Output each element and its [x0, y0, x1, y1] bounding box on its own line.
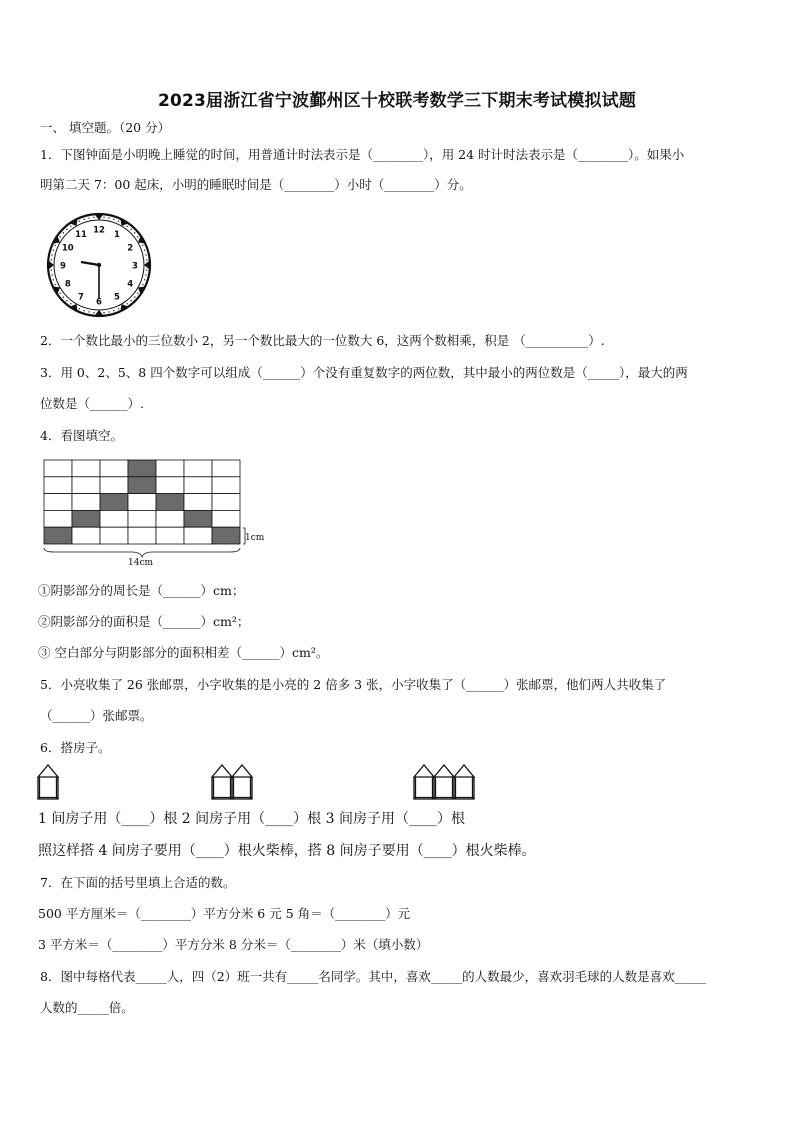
- house-1-figure: [36, 763, 60, 801]
- clock-minute-dot: [146, 259, 147, 260]
- grid-cell: [212, 460, 240, 477]
- question-5-line-1: 5．小亮收集了 26 张邮票，小字收集的是小亮的 2 倍多 3 张，小字收集了（______）张邮票，他们两人共收集了: [40, 677, 667, 692]
- clock-minute-dot: [88, 311, 89, 312]
- clock-minute-dot: [54, 284, 55, 285]
- grid-cell: [156, 460, 184, 477]
- question-4-sub-2: ②阴影部分的面积是（______）cm²；: [38, 614, 250, 629]
- clock-minute-dot: [142, 284, 143, 285]
- grid-cell: [72, 527, 100, 544]
- question-7-line-1: 500 平方厘米＝（________）平方分米 6 元 5 角＝（________）元: [38, 906, 411, 921]
- clock-minute-dot: [103, 312, 104, 313]
- question-2: 2．一个数比最小的三位数小 2，另一个数比最大的一位数大 6，这两个数相乘，积是 （__________）.: [40, 333, 605, 348]
- clock-minute-dot: [144, 279, 145, 280]
- question-7-intro: 7．在下面的括号里填上合适的数。: [40, 875, 236, 890]
- grid-cell: [212, 477, 240, 494]
- grid-cell: [100, 460, 128, 477]
- grid-figure: [44, 460, 274, 570]
- grid-cell-shaded: [184, 510, 212, 527]
- clock-minute-dot: [54, 245, 55, 246]
- grid-cell: [184, 494, 212, 511]
- width-label: 14cm: [128, 558, 154, 568]
- clock-minute-dot: [70, 303, 71, 304]
- clock-minute-dot: [51, 269, 52, 270]
- clock-minute-dot: [63, 232, 64, 233]
- question-1-line-2: 明第二天 7：00 起床，小明的睡眠时间是（________）小时（________）分。: [40, 177, 472, 192]
- question-5-line-2: （______）张邮票。: [40, 708, 153, 723]
- section-heading: 一、 填空题。（20 分）: [40, 120, 171, 135]
- question-6-line-2: 照这样搭 4 间房子要用（____）根火柴棒，搭 8 间房子要用（____）根火柴棒。: [38, 843, 536, 859]
- question-8-line-2: 人数的_____倍。: [40, 1000, 134, 1015]
- clock-hour-marker: [94, 310, 103, 316]
- clock-number: 8: [64, 279, 71, 290]
- clock-minute-dot: [88, 217, 89, 218]
- question-1-line-1: 1．下图钟面是小明晚上睡觉的时间，用普通计时法表示是（________），用 24 时计时法表示是（________）。如果小: [40, 147, 685, 162]
- grid-cell-shaded: [156, 494, 184, 511]
- clock-number: 10: [61, 243, 74, 254]
- question-4-sub-3: ③ 空白部分与阴影部分的面积相差（______）cm²。: [38, 645, 329, 660]
- grid-cell: [212, 510, 240, 527]
- grid-cell-shaded: [100, 494, 128, 511]
- clock-minute-dot: [145, 254, 146, 255]
- grid-cell: [156, 527, 184, 544]
- clock-number: 6: [96, 297, 102, 308]
- clock-minute-dot: [83, 219, 84, 220]
- question-3-line-2: 位数是（______）.: [40, 396, 144, 411]
- question-7-line-2: 3 平方米＝（________）平方分米 8 分米＝（________）米（填小数）: [38, 937, 429, 952]
- clock-minute-dot: [130, 300, 131, 301]
- house-2-figure: [210, 763, 254, 801]
- page-title: 2023届浙江省宁波鄞州区十校联考数学三下期末考试模拟试题: [157, 91, 637, 111]
- question-4-intro: 4．看图填空。: [40, 428, 123, 443]
- clock-minute-dot: [51, 274, 52, 275]
- clock-number: 1: [114, 230, 120, 241]
- clock-minute-dot: [66, 300, 67, 301]
- grid-cell: [44, 494, 72, 511]
- grid-cell-shaded: [212, 527, 240, 544]
- grid-cell: [44, 460, 72, 477]
- clock-number: 7: [78, 292, 84, 303]
- clock-hour-marker: [48, 260, 54, 269]
- clock-minute-dot: [146, 269, 147, 270]
- grid-cell: [72, 494, 100, 511]
- house-3-figure: [412, 763, 476, 801]
- clock-minute-dot: [53, 279, 54, 280]
- clock-minute-dot: [108, 217, 109, 218]
- clock-number: 5: [114, 292, 120, 303]
- clock-hour-marker: [94, 214, 103, 220]
- grid-cell: [156, 477, 184, 494]
- clock-minute-dot: [145, 274, 146, 275]
- clock-minute-dot: [59, 236, 60, 237]
- grid-cell-shaded: [72, 510, 100, 527]
- clock-minute-dot: [144, 249, 145, 250]
- clock-minute-dot: [134, 296, 135, 297]
- grid-cell: [72, 460, 100, 477]
- grid-cell: [100, 510, 128, 527]
- grid-cell: [156, 510, 184, 527]
- clock-number: 12: [93, 225, 105, 236]
- grid-cell: [184, 527, 212, 544]
- clock-minute-dot: [127, 303, 128, 304]
- clock-minute-dot: [137, 293, 138, 294]
- clock-minute-dot: [93, 217, 94, 218]
- clock-number: 3: [132, 261, 138, 272]
- clock-number: 9: [60, 261, 66, 272]
- clock-minute-dot: [53, 249, 54, 250]
- question-6-line-1: 1 间房子用（____）根 2 间房子用（____）根 3 间房子用（____）根: [38, 811, 465, 827]
- clock-minute-dot: [130, 229, 131, 230]
- clock-figure: [46, 212, 152, 318]
- grid-cell: [184, 460, 212, 477]
- clock-minute-dot: [118, 308, 119, 309]
- clock-minute-dot: [51, 259, 52, 260]
- height-label: 1cm: [245, 533, 265, 543]
- grid-cell: [72, 477, 100, 494]
- question-8-line-1: 8．图中每格代表_____人，四（2）班一共有_____名同学。其中，喜欢_____的人数最少，喜欢羽毛球的人数是喜欢_____: [40, 969, 706, 984]
- hour-hand: [81, 262, 99, 265]
- clock-minute-dot: [70, 225, 71, 226]
- grid-cell-shaded: [128, 477, 156, 494]
- clock-minute-dot: [118, 220, 119, 221]
- clock-number: 11: [75, 230, 87, 241]
- clock-minute-dot: [108, 311, 109, 312]
- question-6-intro: 6．搭房子。: [40, 740, 111, 755]
- grid-cell: [128, 494, 156, 511]
- grid-cell: [44, 477, 72, 494]
- clock-minute-dot: [51, 254, 52, 255]
- clock-minute-dot: [113, 310, 114, 311]
- grid-cell: [128, 510, 156, 527]
- clock-minute-dot: [137, 236, 138, 237]
- clock-number: 4: [127, 279, 134, 290]
- clock-minute-dot: [127, 225, 128, 226]
- clock-minute-dot: [63, 296, 64, 297]
- grid-cell: [212, 494, 240, 511]
- clock-minute-dot: [113, 219, 114, 220]
- grid-cell: [100, 477, 128, 494]
- grid-cell-shaded: [128, 460, 156, 477]
- clock-minute-dot: [103, 217, 104, 218]
- clock-minute-dot: [59, 293, 60, 294]
- grid-cell-shaded: [44, 527, 72, 544]
- clock-minute-dot: [79, 308, 80, 309]
- clock-number: 2: [127, 243, 134, 254]
- clock-minute-dot: [83, 310, 84, 311]
- question-3-line-1: 3．用 0、2、5、8 四个数字可以组成（______）个没有重复数字的两位数，其中最小的两位数是（_____），最大的两: [40, 365, 688, 380]
- grid-cell: [100, 527, 128, 544]
- grid-cell: [184, 477, 212, 494]
- clock-minute-dot: [93, 312, 94, 313]
- grid-cell: [128, 527, 156, 544]
- clock-minute-dot: [134, 232, 135, 233]
- grid-cell: [44, 510, 72, 527]
- clock-minute-dot: [66, 229, 67, 230]
- question-4-sub-1: ①阴影部分的周长是（______）cm；: [38, 583, 245, 598]
- clock-minute-dot: [79, 220, 80, 221]
- clock-hour-marker: [144, 260, 150, 269]
- clock-minute-dot: [142, 245, 143, 246]
